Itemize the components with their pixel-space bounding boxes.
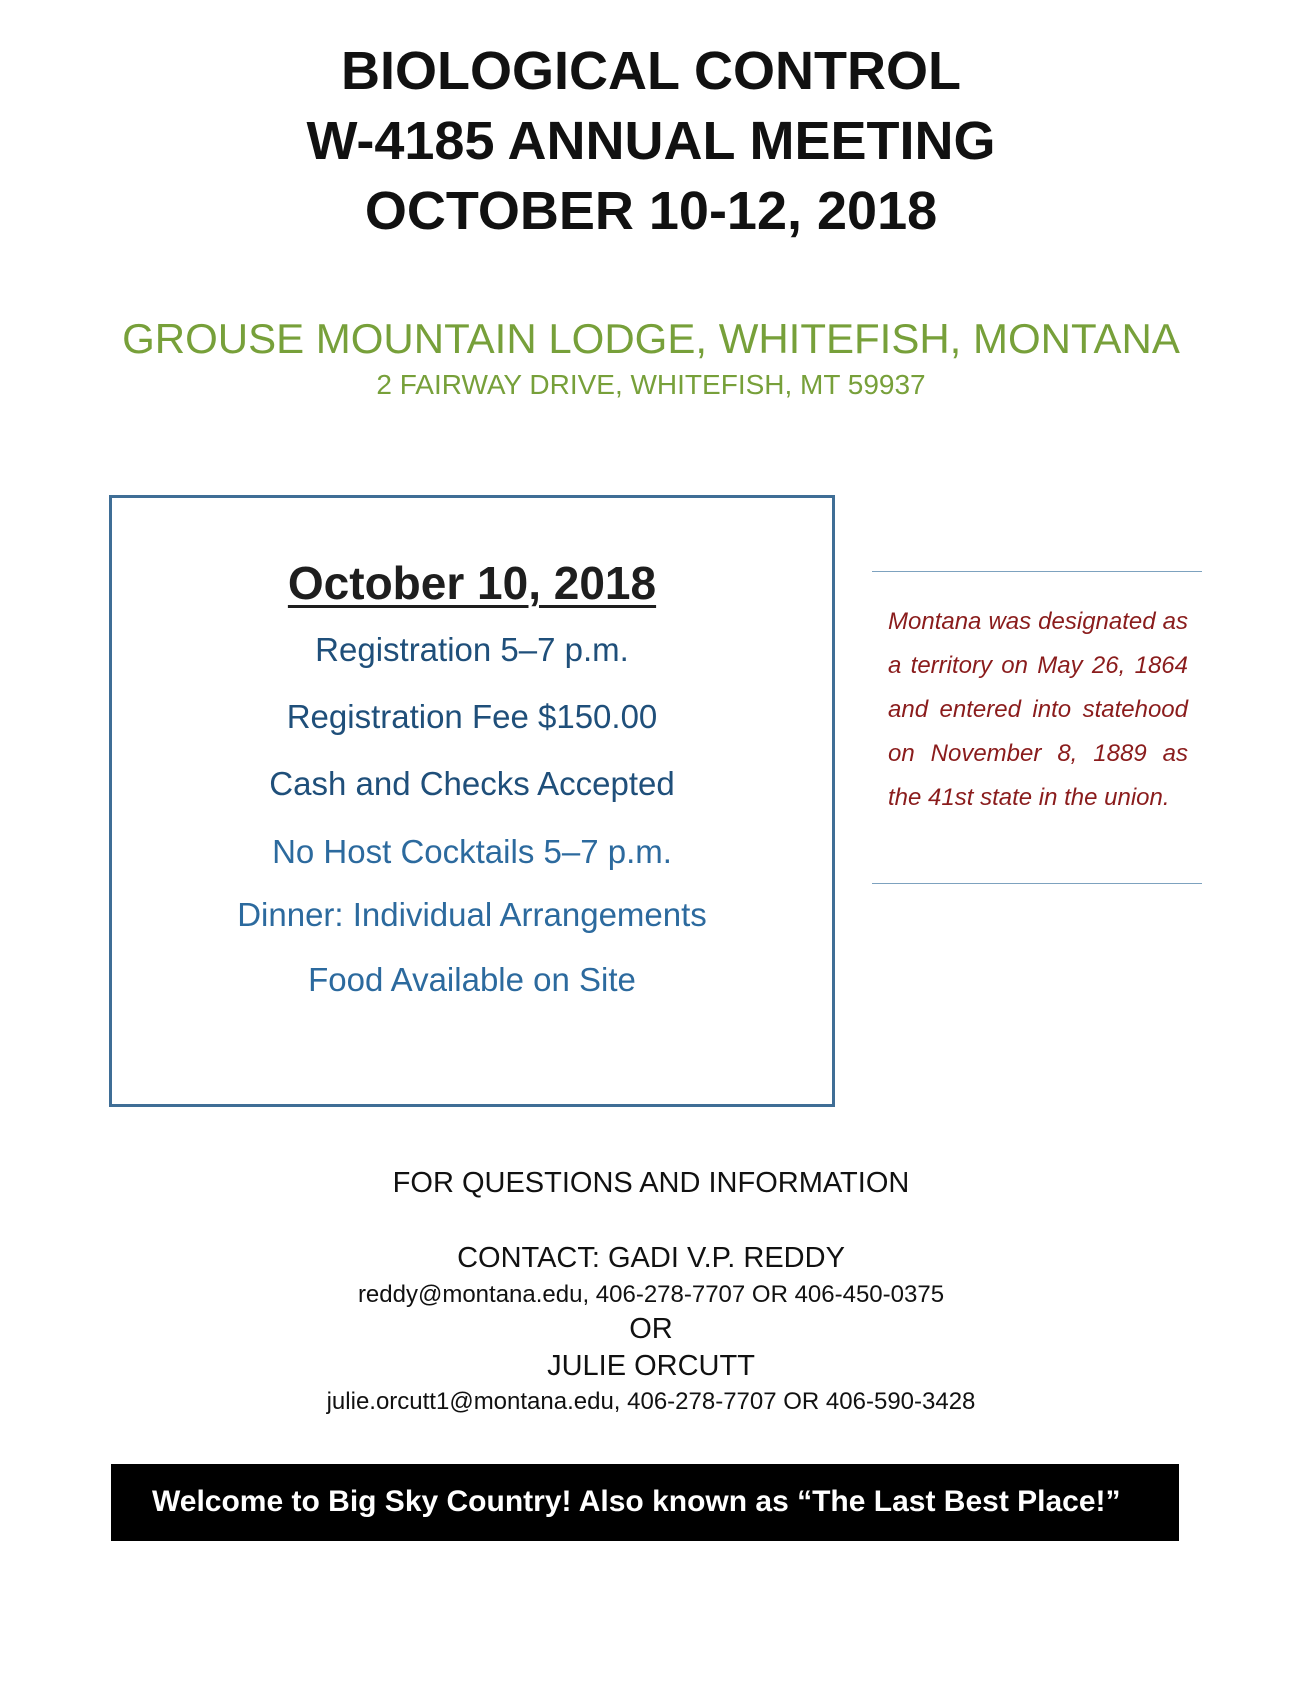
questions-heading: FOR QUESTIONS AND INFORMATION <box>392 1167 910 1199</box>
title-line-3: OCTOBER 10-12, 2018 <box>364 181 938 241</box>
schedule-item-payment: Cash and Checks Accepted <box>269 765 675 802</box>
schedule-item-food: Food Available on Site <box>308 961 636 998</box>
title-line-1: BIOLOGICAL CONTROL <box>341 41 961 101</box>
secondary-contact-details: julie.orcutt1@montana.edu, 406-278-7707 OR 406-590-3428 <box>326 1388 976 1415</box>
primary-contact-name: CONTACT: GADI V.P. REDDY <box>457 1242 845 1274</box>
schedule-item-cocktails: No Host Cocktails 5–7 p.m. <box>272 833 672 870</box>
schedule-item-dinner: Dinner: Individual Arrangements <box>237 896 707 933</box>
schedule-item-registration: Registration 5–7 p.m. <box>315 631 629 668</box>
primary-contact-details: reddy@montana.edu, 406-278-7707 OR 406-450-0375 <box>357 1281 945 1308</box>
venue-address: 2 FAIRWAY DRIVE, WHITEFISH, MT 59937 <box>376 369 926 400</box>
schedule-item-fee: Registration Fee $150.00 <box>286 698 658 735</box>
welcome-banner-text: Welcome to Big Sky Country! Also known as “The Last Best Place!” <box>152 1485 1121 1518</box>
title-line-2: W-4185 ANNUAL MEETING <box>306 111 996 171</box>
venue-name: GROUSE MOUNTAIN LODGE, WHITEFISH, MONTANA <box>122 315 1180 362</box>
montana-fact-text: Montana was designated as a territory on May 26, 1864 and entered into statehood on November 8, 1889 as the 41st state in the union. <box>888 608 1188 811</box>
document-title <box>0 36 1302 246</box>
schedule-date-text: October 10, 2018 <box>287 557 657 609</box>
contact-or-separator: OR <box>629 1313 673 1345</box>
secondary-contact-name: JULIE ORCUTT <box>547 1350 755 1382</box>
schedule-date-heading <box>109 555 835 611</box>
